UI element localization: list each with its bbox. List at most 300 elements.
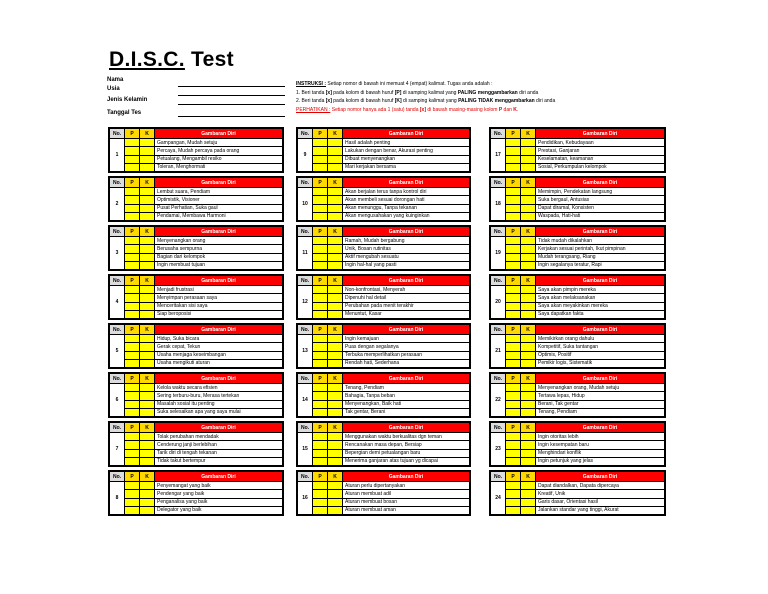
p-checkbox[interactable] [506,245,521,253]
p-checkbox[interactable] [313,204,328,212]
header-desc: Gambaran Diri [155,227,283,237]
p-checkbox[interactable] [506,310,521,318]
header-k: K [521,227,536,237]
instr-step1-b: [x] [325,89,332,96]
p-checkbox[interactable] [506,294,521,302]
k-checkbox[interactable] [328,490,343,498]
statement-text: Toleran, Menghormati [155,163,283,171]
statement-text: Dibuat menyenangkan [343,155,470,163]
k-checkbox[interactable] [328,449,343,457]
k-checkbox[interactable] [140,351,155,359]
statement-text: Pemikir logis, Sistematik [536,359,665,367]
statement-text: Rencanakan masa depan, Bersiap [343,441,470,449]
p-checkbox[interactable] [313,359,328,367]
k-checkbox[interactable] [521,147,536,155]
k-checkbox[interactable] [328,237,343,245]
p-checkbox[interactable] [506,253,521,261]
p-checkbox[interactable] [125,253,140,261]
header-k: K [521,325,536,335]
statement-text: Bahagia, Tanpa beban [343,392,470,400]
p-checkbox[interactable] [313,449,328,457]
header-desc: Gambaran Diri [536,472,665,482]
k-checkbox[interactable] [140,392,155,400]
table-row [110,253,283,261]
p-checkbox[interactable] [313,196,328,204]
table-row [491,490,665,498]
p-checkbox[interactable] [313,245,328,253]
p-checkbox[interactable] [313,261,328,269]
statement-text: Akan mengusahakan yang kuinginkan [343,212,470,220]
k-checkbox[interactable] [328,139,343,147]
p-checkbox[interactable] [506,433,521,441]
p-checkbox[interactable] [506,490,521,498]
age-field[interactable] [178,95,285,96]
k-checkbox[interactable] [140,163,155,171]
p-checkbox[interactable] [506,449,521,457]
k-checkbox[interactable] [140,335,155,343]
p-checkbox[interactable] [506,498,521,506]
p-checkbox[interactable] [506,351,521,359]
k-checkbox[interactable] [140,253,155,261]
statement-text: Pendamai, Membawa Harmoni [155,212,283,220]
k-checkbox[interactable] [328,196,343,204]
p-checkbox[interactable] [125,506,140,514]
k-checkbox[interactable] [521,449,536,457]
p-checkbox[interactable] [125,392,140,400]
k-checkbox[interactable] [140,359,155,367]
k-checkbox[interactable] [328,457,343,465]
statement-text: Aturan membuat bosan [343,498,470,506]
statement-text: Menceritakan sisi saya [155,302,283,310]
p-checkbox[interactable] [125,245,140,253]
table-row [110,155,283,163]
k-checkbox[interactable] [140,433,155,441]
p-checkbox[interactable] [506,139,521,147]
header-no: No. [110,374,125,384]
k-checkbox[interactable] [521,351,536,359]
p-checkbox[interactable] [313,457,328,465]
p-checkbox[interactable] [506,506,521,514]
header-p: P [125,472,140,482]
k-checkbox[interactable] [328,261,343,269]
p-checkbox[interactable] [506,400,521,408]
p-checkbox[interactable] [125,359,140,367]
header-p: P [125,178,140,188]
statement-text: Menuntut, Kasar [343,310,470,318]
k-checkbox[interactable] [521,261,536,269]
p-checkbox[interactable] [313,310,328,318]
header-p: P [125,227,140,237]
p-checkbox[interactable] [313,498,328,506]
k-checkbox[interactable] [328,253,343,261]
k-checkbox[interactable] [140,302,155,310]
k-checkbox[interactable] [521,302,536,310]
p-checkbox[interactable] [313,155,328,163]
k-checkbox[interactable] [140,147,155,155]
question-number: 1 [110,139,125,172]
p-checkbox[interactable] [313,163,328,171]
statement-text: Kelola waktu secara efisien [155,384,283,392]
k-checkbox[interactable] [140,188,155,196]
k-checkbox[interactable] [521,310,536,318]
p-checkbox[interactable] [313,506,328,514]
instr-label: INSTRUKSI : [296,81,326,87]
k-checkbox[interactable] [521,498,536,506]
p-checkbox[interactable] [313,482,328,490]
k-checkbox[interactable] [140,408,155,416]
k-checkbox[interactable] [140,490,155,498]
gender-field[interactable] [178,104,285,105]
header-desc: Gambaran Diri [343,472,470,482]
p-checkbox[interactable] [506,482,521,490]
k-checkbox[interactable] [328,482,343,490]
p-checkbox[interactable] [313,147,328,155]
k-checkbox[interactable] [521,253,536,261]
p-checkbox[interactable] [313,253,328,261]
p-checkbox[interactable] [313,237,328,245]
statement-text: Aturan membuat adil [343,490,470,498]
gender-label: Jenis Kelamin [107,97,148,103]
k-checkbox[interactable] [328,441,343,449]
k-checkbox[interactable] [328,147,343,155]
statement-text: Bagian dari kelompok [155,253,283,261]
table-row [491,449,665,457]
p-checkbox[interactable] [313,139,328,147]
header-desc: Gambaran Diri [155,423,283,433]
table-row [110,498,283,506]
p-checkbox[interactable] [125,261,140,269]
p-checkbox[interactable] [506,392,521,400]
k-checkbox[interactable] [328,188,343,196]
p-checkbox[interactable] [313,408,328,416]
k-checkbox[interactable] [140,286,155,294]
k-checkbox[interactable] [140,384,155,392]
p-checkbox[interactable] [125,302,140,310]
p-checkbox[interactable] [125,457,140,465]
table-row [110,196,283,204]
k-checkbox[interactable] [521,245,536,253]
k-checkbox[interactable] [521,343,536,351]
p-checkbox[interactable] [506,457,521,465]
table-row [491,188,665,196]
p-checkbox[interactable] [125,204,140,212]
k-checkbox[interactable] [521,294,536,302]
k-checkbox[interactable] [328,286,343,294]
k-checkbox[interactable] [328,498,343,506]
p-checkbox[interactable] [313,302,328,310]
p-checkbox[interactable] [125,310,140,318]
p-checkbox[interactable] [125,294,140,302]
header-p: P [125,276,140,286]
question-block [296,323,471,369]
k-checkbox[interactable] [328,163,343,171]
statement-text: Akan menunggu, Tanpa tekanan [343,204,470,212]
k-checkbox[interactable] [521,286,536,294]
p-checkbox[interactable] [506,359,521,367]
k-checkbox[interactable] [328,204,343,212]
header-desc: Gambaran Diri [155,472,283,482]
p-checkbox[interactable] [313,392,328,400]
p-checkbox[interactable] [313,188,328,196]
header-p: P [506,129,521,139]
k-checkbox[interactable] [521,212,536,220]
header-k: K [328,276,343,286]
table-row [298,457,470,465]
k-checkbox[interactable] [328,335,343,343]
k-checkbox[interactable] [140,212,155,220]
p-checkbox[interactable] [313,294,328,302]
p-checkbox[interactable] [125,343,140,351]
question-block [108,470,284,516]
header-desc: Gambaran Diri [343,423,470,433]
p-checkbox[interactable] [313,335,328,343]
question-number: 18 [491,188,506,221]
date-field[interactable] [178,116,285,117]
k-checkbox[interactable] [140,482,155,490]
k-checkbox[interactable] [140,245,155,253]
k-checkbox[interactable] [521,408,536,416]
p-checkbox[interactable] [125,384,140,392]
table-row [491,196,665,204]
statement-text: Tertawa lepas, Hidup [536,392,665,400]
k-checkbox[interactable] [328,400,343,408]
p-checkbox[interactable] [506,196,521,204]
statement-text: Memimpin, Pendekatan langsung [536,188,665,196]
k-checkbox[interactable] [140,237,155,245]
table-row [298,294,470,302]
k-checkbox[interactable] [521,139,536,147]
p-checkbox[interactable] [506,261,521,269]
p-checkbox[interactable] [506,408,521,416]
k-checkbox[interactable] [521,204,536,212]
k-checkbox[interactable] [140,449,155,457]
header-desc: Gambaran Diri [536,374,665,384]
instr-warn-k: K [513,106,517,113]
k-checkbox[interactable] [328,343,343,351]
name-field[interactable] [178,86,285,87]
p-checkbox[interactable] [506,188,521,196]
p-checkbox[interactable] [125,212,140,220]
k-checkbox[interactable] [140,498,155,506]
table-row [110,433,283,441]
k-checkbox[interactable] [140,400,155,408]
header-no: No. [491,472,506,482]
p-checkbox[interactable] [125,335,140,343]
k-checkbox[interactable] [521,433,536,441]
k-checkbox[interactable] [328,310,343,318]
p-checkbox[interactable] [125,286,140,294]
statement-text: Menghindari konflik [536,449,665,457]
k-checkbox[interactable] [328,506,343,514]
table-row [298,392,470,400]
p-checkbox[interactable] [125,139,140,147]
k-checkbox[interactable] [328,392,343,400]
k-checkbox[interactable] [521,392,536,400]
p-checkbox[interactable] [313,384,328,392]
p-checkbox[interactable] [125,237,140,245]
header-no: No. [298,178,313,188]
k-checkbox[interactable] [521,359,536,367]
p-checkbox[interactable] [125,433,140,441]
question-block [489,470,666,516]
question-block [296,372,471,418]
k-checkbox[interactable] [140,457,155,465]
p-checkbox[interactable] [125,490,140,498]
p-checkbox[interactable] [506,155,521,163]
statement-text: Optimis, Positif [536,351,665,359]
statement-text: Percaya, Mudah percaya pada orang [155,147,283,155]
table-row [298,302,470,310]
k-checkbox[interactable] [521,155,536,163]
header-p: P [506,178,521,188]
p-checkbox[interactable] [506,441,521,449]
p-checkbox[interactable] [125,400,140,408]
header-k: K [140,276,155,286]
p-checkbox[interactable] [125,498,140,506]
p-checkbox[interactable] [125,147,140,155]
k-checkbox[interactable] [140,506,155,514]
p-checkbox[interactable] [125,408,140,416]
table-row [491,506,665,514]
k-checkbox[interactable] [328,408,343,416]
table-row [491,261,665,269]
k-checkbox[interactable] [328,212,343,220]
header-k: K [328,325,343,335]
k-checkbox[interactable] [140,204,155,212]
header-p: P [125,374,140,384]
k-checkbox[interactable] [521,237,536,245]
table-row [298,506,470,514]
p-checkbox[interactable] [313,351,328,359]
statement-text: Pendengar yang baik [155,490,283,498]
statement-text: Tenang, Pendiam [536,408,665,416]
p-checkbox[interactable] [125,188,140,196]
statement-text: Puas dengan segalanya [343,343,470,351]
k-checkbox[interactable] [328,384,343,392]
p-checkbox[interactable] [125,196,140,204]
statement-text: Perubahan pada menit terakhir [343,302,470,310]
k-checkbox[interactable] [140,294,155,302]
question-number: 7 [110,433,125,466]
header-k: K [140,227,155,237]
statement-text: Hidup, Suka bicara [155,335,283,343]
statement-text: Waspada, Hati-hati [536,212,665,220]
p-checkbox[interactable] [506,204,521,212]
k-checkbox[interactable] [521,384,536,392]
header-k: K [521,129,536,139]
k-checkbox[interactable] [328,302,343,310]
header-p: P [313,276,328,286]
header-p: P [313,423,328,433]
k-checkbox[interactable] [521,457,536,465]
p-checkbox[interactable] [125,449,140,457]
instr-step2-e: di samping kalimat yang [401,98,459,104]
k-checkbox[interactable] [521,482,536,490]
header-p: P [313,129,328,139]
k-checkbox[interactable] [521,188,536,196]
statement-text: Kompetitif, Suka tantangan [536,343,665,351]
p-checkbox[interactable] [313,433,328,441]
table-row [298,384,470,392]
p-checkbox[interactable] [125,163,140,171]
question-number: 4 [110,286,125,319]
p-checkbox[interactable] [506,237,521,245]
k-checkbox[interactable] [521,335,536,343]
table-row [110,212,283,220]
p-checkbox[interactable] [506,384,521,392]
p-checkbox[interactable] [506,335,521,343]
p-checkbox[interactable] [313,286,328,294]
k-checkbox[interactable] [140,343,155,351]
k-checkbox[interactable] [140,155,155,163]
p-checkbox[interactable] [313,343,328,351]
statement-text: Masalah sosial itu penting [155,400,283,408]
header-no: No. [110,276,125,286]
p-checkbox[interactable] [313,212,328,220]
header-k: K [521,178,536,188]
question-block [108,127,284,173]
table-row [491,408,665,416]
k-checkbox[interactable] [521,506,536,514]
p-checkbox[interactable] [506,343,521,351]
statement-text: Suka bergaul, Antusias [536,196,665,204]
k-checkbox[interactable] [521,400,536,408]
p-checkbox[interactable] [313,441,328,449]
p-checkbox[interactable] [313,490,328,498]
p-checkbox[interactable] [125,441,140,449]
k-checkbox[interactable] [328,245,343,253]
p-checkbox[interactable] [506,163,521,171]
k-checkbox[interactable] [328,294,343,302]
statement-text: Akan membeli sesuai dorongan hati [343,196,470,204]
p-checkbox[interactable] [313,400,328,408]
p-checkbox[interactable] [506,286,521,294]
statement-text: Jalankan standar yang tinggi, Akurat [536,506,665,514]
table-row [491,400,665,408]
k-checkbox[interactable] [140,441,155,449]
k-checkbox[interactable] [140,310,155,318]
question-block [296,274,471,320]
header-k: K [328,472,343,482]
p-checkbox[interactable] [125,351,140,359]
k-checkbox[interactable] [140,261,155,269]
p-checkbox[interactable] [506,302,521,310]
k-checkbox[interactable] [328,359,343,367]
header-k: K [328,423,343,433]
k-checkbox[interactable] [140,196,155,204]
k-checkbox[interactable] [328,351,343,359]
header-k: K [521,276,536,286]
k-checkbox[interactable] [521,196,536,204]
table-row [491,433,665,441]
k-checkbox[interactable] [328,155,343,163]
k-checkbox[interactable] [328,433,343,441]
p-checkbox[interactable] [125,482,140,490]
question-number: 11 [298,237,313,270]
statement-text: Menerima ganjaran atas tujuan yg dicapai [343,457,470,465]
p-checkbox[interactable] [506,147,521,155]
question-number: 10 [298,188,313,221]
header-no: No. [110,227,125,237]
k-checkbox[interactable] [140,139,155,147]
k-checkbox[interactable] [521,163,536,171]
k-checkbox[interactable] [521,441,536,449]
table-row [298,400,470,408]
k-checkbox[interactable] [521,490,536,498]
statement-text: Menyenangkan orang, Mudah setuju [536,384,665,392]
p-checkbox[interactable] [506,212,521,220]
p-checkbox[interactable] [125,155,140,163]
